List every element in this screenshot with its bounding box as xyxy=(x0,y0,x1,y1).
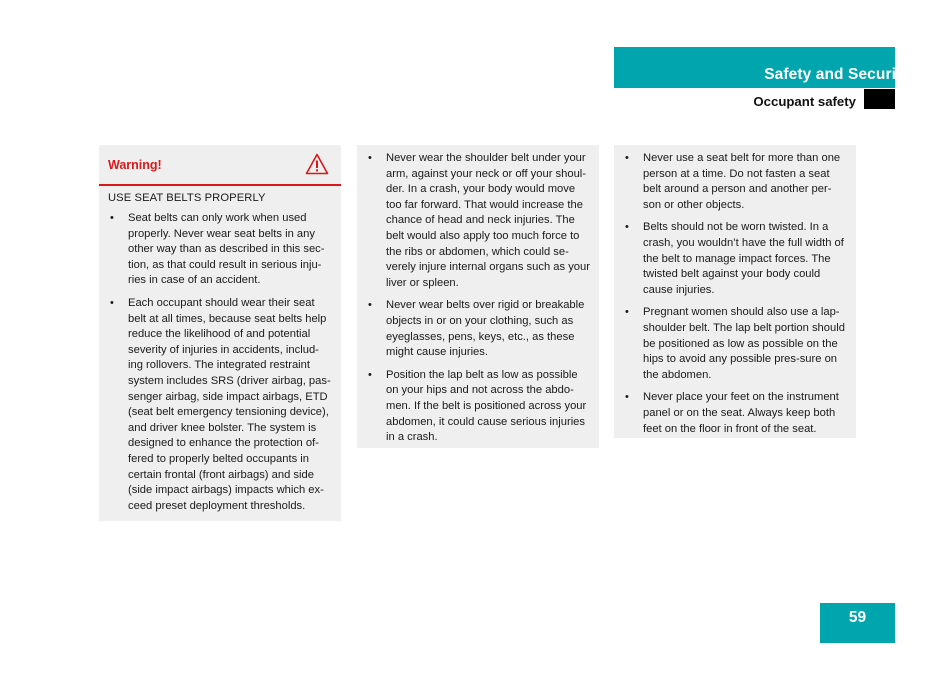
warning-label: Warning! xyxy=(108,158,162,172)
warning-continued-box-2 xyxy=(614,145,856,438)
list-item: • Pregnant women should also use a lap-shoulder belt. The lap belt portion should be positioned as low as possible on the hips to avoid any possible pres-sure on the abdomen. xyxy=(614,305,856,383)
list-item: • Never use a seat belt for more than one person at a time. Do not fasten a seat belt around a person and another per-son or other objects. xyxy=(614,151,856,213)
list-item: • Never wear belts over rigid or breakable objects in or on your clothing, such as eyeglasses, pens, keys, etc., as these might cause injuries. xyxy=(357,298,599,360)
warning-box xyxy=(99,145,341,521)
subsection-title: Occupant safety xyxy=(753,94,856,109)
list-item: • Belts should not be worn twisted. In a crash, you wouldn’t have the full width of the belt to manage impact forces. The twisted belt against your body could cause injuries. xyxy=(614,220,856,298)
list-item: • Seat belts can only work when used properly. Never wear seat belts in any other way than as described in this sec-tion, as that could result in serious inju-ries in case of an accident. xyxy=(99,211,341,289)
subsection-marker xyxy=(864,89,895,109)
warning-header xyxy=(99,145,341,186)
section-title: Safety and Security xyxy=(764,66,910,83)
warning-list xyxy=(99,211,341,514)
list-item: • Position the lap belt as low as possible on your hips and not across the abdo-men. If the belt is positioned across your abdomen, it could cause serious injuries in a crash. xyxy=(357,368,599,446)
list-item: • Each occupant should wear their seat belt at all times, because seat belts help reduce the likelihood of and potential severity of injuries in accidents, includ-ing rollovers. The integrated restraint system includes SRS (driver airbag, pas-senger airbag, side impact airbags, ETD (seat belt emergency tensioning device), and driver knee bolster. The system is designed to enhance the protection of-fered to properly belted occupants in certain frontal (front airbags) and side (side impact airbags) impacts which ex-ceed preset deployment thresholds. xyxy=(99,296,341,514)
warning-list-continued-2 xyxy=(614,145,856,437)
warning-continued-box xyxy=(357,145,599,448)
warning-title: USE SEAT BELTS PROPERLY xyxy=(108,192,266,204)
warning-triangle-icon xyxy=(305,153,329,180)
list-item: • Never place your feet on the instrument panel or on the seat. Always keep both feet on the floor in front of the seat. xyxy=(614,390,856,437)
page-number-badge xyxy=(820,603,895,643)
warning-list-continued xyxy=(357,145,599,446)
page-number: 59 xyxy=(848,609,867,626)
list-item: • Never wear the shoulder belt under your arm, against your neck or off your shoul-der. In a crash, your body would move too far forward. That would increase the chance of head and neck injuries. The belt would also apply too much force to the ribs or abdomen, which could se-verely injure internal organs such as your liver or spleen. xyxy=(357,151,599,291)
